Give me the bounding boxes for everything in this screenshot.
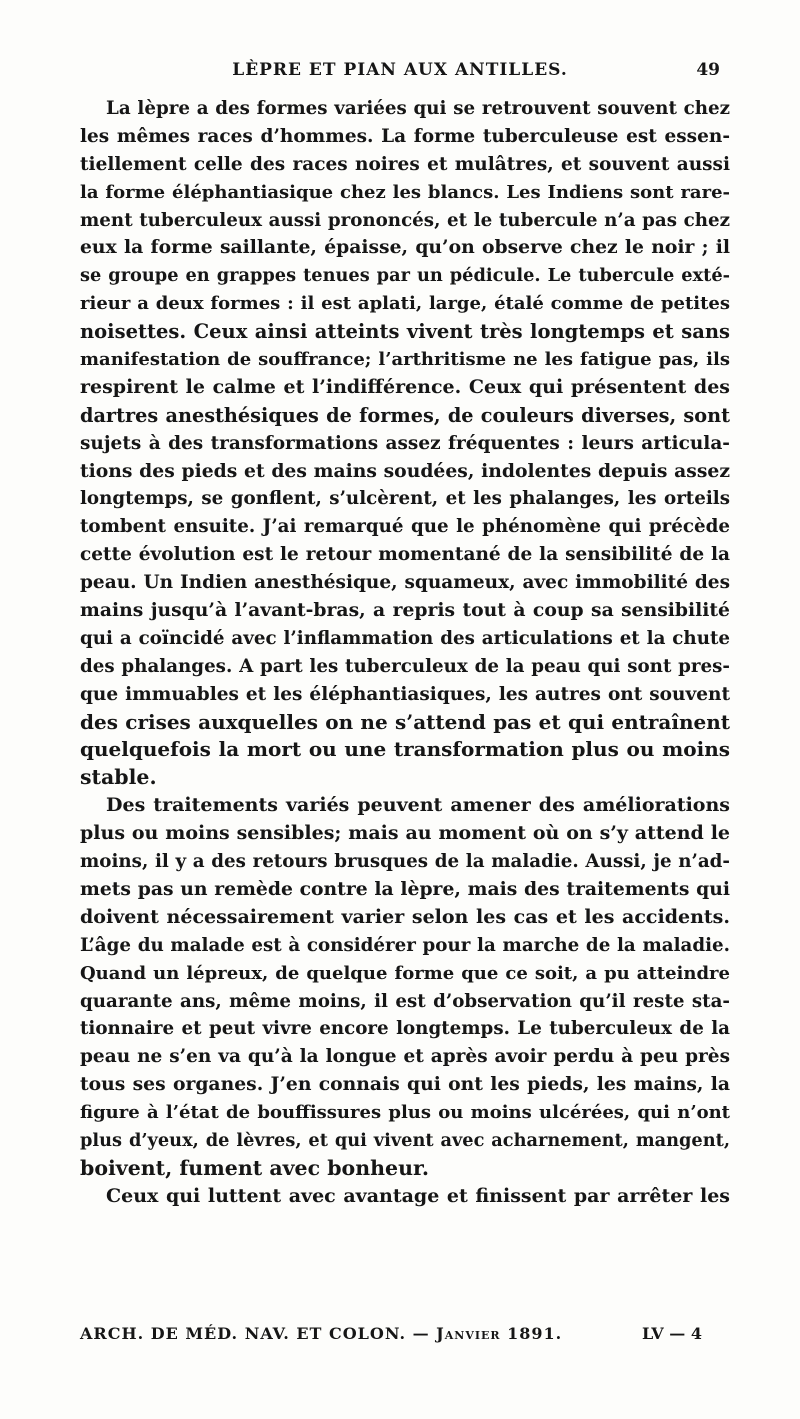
- text-line: eux la forme saillante, épaisse, qu’on observe chez le noir ; il: [80, 236, 730, 259]
- text-line: ment tuberculeux aussi prononcés, et le tubercule n’a pas chez: [80, 209, 730, 231]
- text-line: L’âge du malade est à considérer pour la marche de la maladie.: [80, 934, 730, 956]
- text-line: tombent ensuite. J’ai remarqué que le phénomène qui précède: [80, 516, 730, 538]
- text-line: figure à l’état de bouffissures plus ou moins ulcérées, qui n’ont: [80, 1102, 730, 1124]
- text-line: tiellement celle des races noires et mulâtres, et souvent aussi: [80, 153, 730, 175]
- text-line: cette évolution est le retour momentané de la sensibilité de la: [80, 544, 730, 566]
- body-text: [80, 95, 730, 1211]
- text-line: mains jusqu’à l’avant-bras, a repris tout à coup sa sensibilité: [80, 599, 730, 622]
- page-footer: [80, 1324, 720, 1350]
- text-line: tionnaire et peut vivre encore longtemps. Le tuberculeux de la: [80, 1018, 730, 1040]
- text-line: boivent, fument avec bonheur.: [80, 1155, 430, 1180]
- text-line: mets pas un remède contre la lèpre, mais des traitements qui: [80, 877, 730, 900]
- text-line: Quand un lépreux, de quelque forme que ce soit, a pu atteindre: [80, 962, 730, 984]
- text-line: La lèpre a des formes variées qui se retrouvent souvent chez: [106, 98, 730, 119]
- text-line: moins, il y a des retours brusques de la maladie. Aussi, je n’ad-: [80, 851, 730, 873]
- text-line: des phalanges. A part les tuberculeux de la peau qui sont pres-: [80, 655, 730, 677]
- text-line: peau ne s’en va qu’à la longue et après avoir perdu à peu près: [80, 1046, 730, 1068]
- text-line: respirent le calme et l’indifférence. Ceux qui présentent des: [80, 375, 730, 398]
- text-line: Ceux qui luttent avec avantage et finissent par arrêter les: [106, 1184, 730, 1207]
- footer-signature-mark: LV — 4: [641, 1324, 702, 1343]
- text-line: doivent nécessairement varier selon les cas et les accidents.: [80, 905, 730, 928]
- text-line: qui a coïncidé avec l’inflammation des articulations et la chute: [80, 627, 730, 649]
- text-line: sujets à des transformations assez fréquentes : leurs articula-: [80, 432, 730, 454]
- page-number: 49: [696, 60, 720, 80]
- text-line: se groupe en grappes tenues par un pédicule. Le tubercule exté-: [80, 265, 730, 287]
- text-line: longtemps, se gonflent, s’ulcèrent, et les phalanges, les orteils: [80, 488, 730, 510]
- text-line: plus d’yeux, de lèvres, et qui vivent avec acharnement, mangent,: [80, 1129, 730, 1151]
- text-line: tions des pieds et des mains soudées, indolentes depuis assez: [80, 459, 730, 482]
- text-line: noisettes. Ceux ainsi atteints vivent très longtemps et sans: [80, 320, 730, 344]
- text-line: quelquefois la mort ou une transformation plus ou moins: [80, 737, 730, 762]
- text-line: quarante ans, même moins, il est d’observation qu’il reste sta-: [80, 990, 730, 1012]
- text-line: stable.: [80, 765, 157, 790]
- text-line: Des traitements variés peuvent amener des améliorations: [106, 794, 730, 817]
- running-head: [80, 60, 720, 90]
- text-line: la forme éléphantiasique chez les blancs. Les Indiens sont rare-: [80, 181, 730, 203]
- text-line: que immuables et les éléphantiasiques, les autres ont souvent: [80, 683, 730, 705]
- text-line: dartres anesthésiques de formes, de couleurs diverses, sont: [80, 403, 730, 427]
- footer-journal-reference: ARCH. DE MÉD. NAV. ET COLON. — Janvier 1891.: [80, 1324, 563, 1343]
- text-line: des crises auxquelles on ne s’attend pas et qui entraînent: [80, 709, 730, 734]
- text-line: plus ou moins sensibles; mais au moment où on s’y attend le: [80, 822, 730, 845]
- text-line: peau. Un Indien anesthésique, squameux, avec immobilité des: [80, 572, 730, 594]
- text-line: les mêmes races d’hommes. La forme tuberculeuse est essen-: [80, 125, 730, 147]
- text-line: manifestation de souffrance; l’arthritisme ne les fatigue pas, ils: [80, 349, 730, 371]
- running-title: LÈPRE ET PIAN AUX ANTILLES.: [232, 60, 568, 80]
- text-line: rieur a deux formes : il est aplati, large, étalé comme de petites: [80, 293, 730, 315]
- text-line: tous ses organes. J’en connais qui ont les pieds, les mains, la: [80, 1073, 730, 1096]
